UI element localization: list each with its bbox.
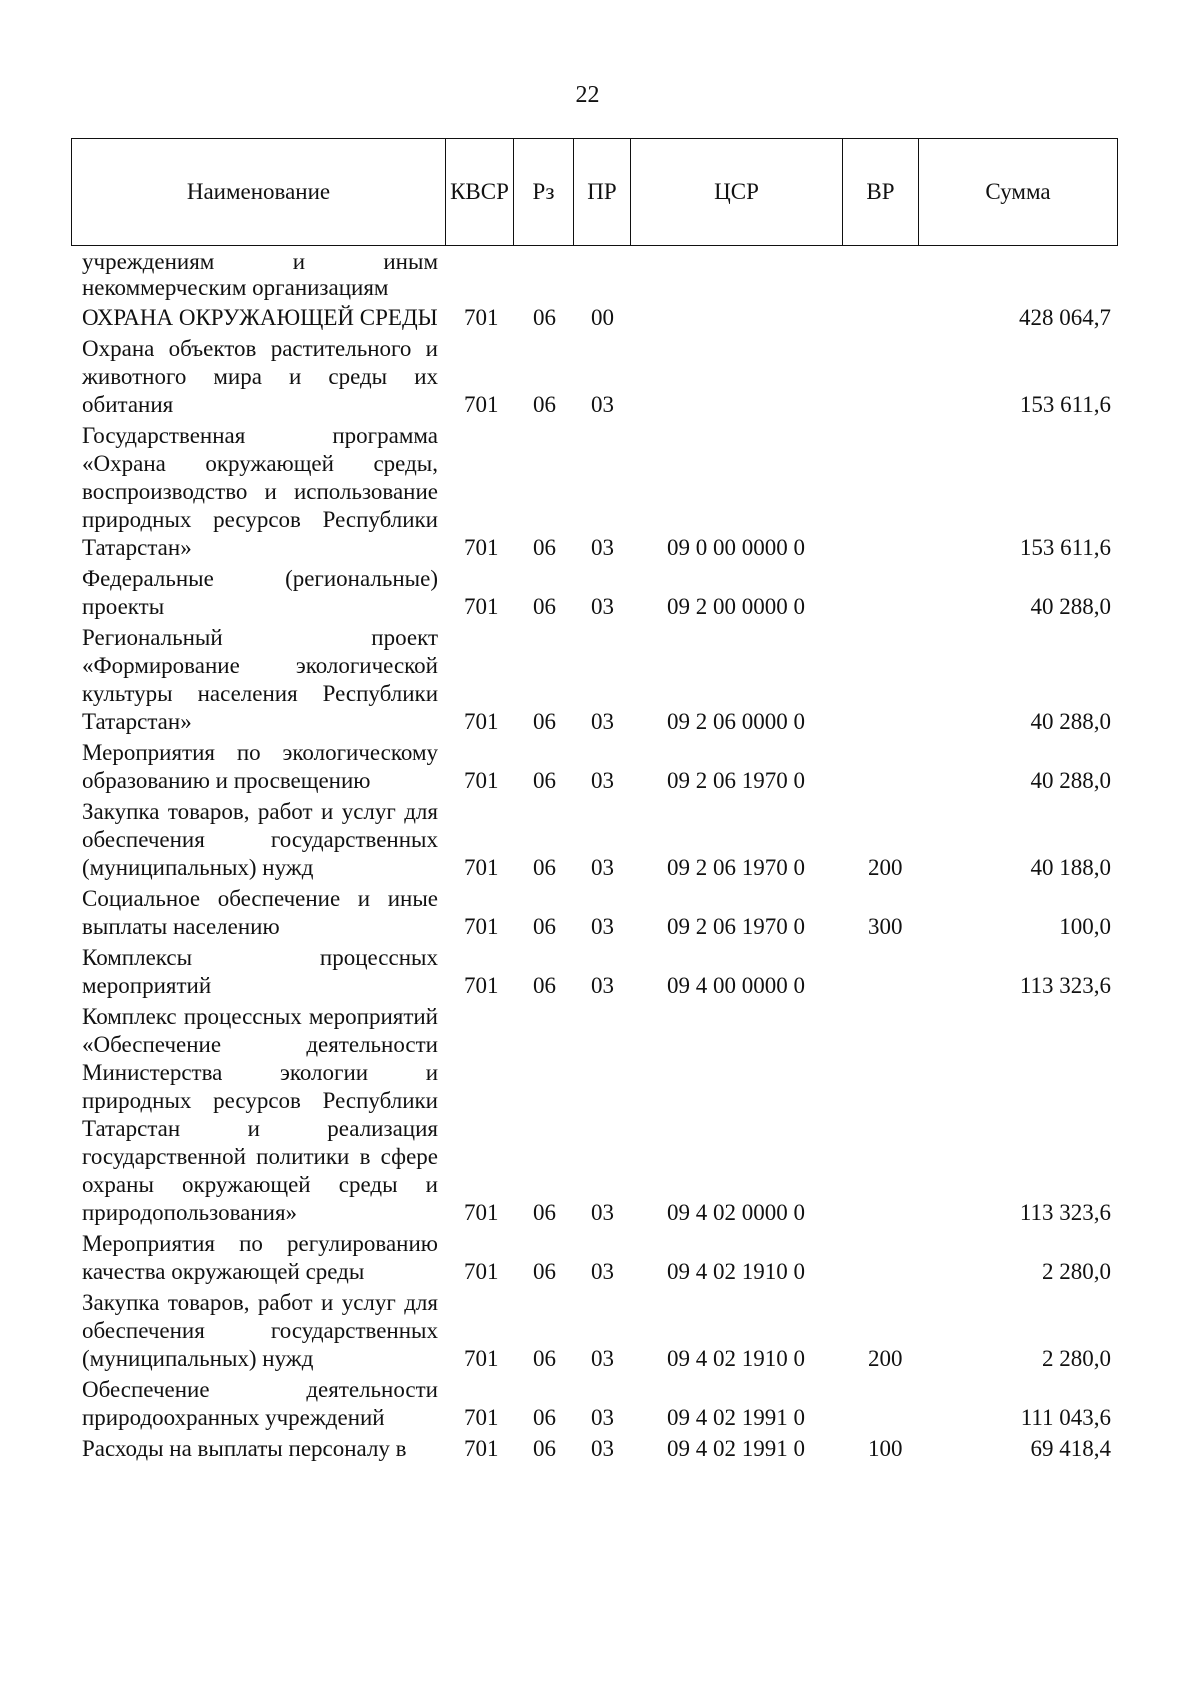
row-kvsr: 701 [464,1259,499,1284]
row-pr: 03 [591,1346,614,1371]
header-name: Наименование [72,139,446,245]
header-csr: ЦСР [631,139,843,245]
row-vr: 200 [868,1346,903,1371]
row-name: Государственная программа «Охрана окружающей среды, воспроизводство и использование природных ресурсов Республики Татарстан» [82,423,438,560]
row-kvsr: 701 [464,914,499,939]
row-rz: 06 [533,1346,556,1371]
row-rz: 06 [533,1436,556,1461]
row-vr: 200 [868,855,903,880]
table-row [0,798,1200,882]
table-row [0,335,1200,419]
table-row [0,1003,1200,1227]
row-pr: 03 [591,535,614,560]
row-csr: 09 4 02 0000 0 [667,1200,805,1225]
row-rz: 06 [533,305,556,330]
row-sum: 100,0 [1059,914,1111,939]
table-row [0,1376,1200,1432]
row-rz: 06 [533,1405,556,1430]
row-name: Мероприятия по регулированию качества окружающей среды [82,1231,438,1284]
row-name: Мероприятия по экологическому образованию и просвещению [82,740,438,793]
row-csr: 09 2 06 1970 0 [667,914,805,939]
row-rz: 06 [533,855,556,880]
row-rz: 06 [533,1200,556,1225]
row-kvsr: 701 [464,392,499,417]
row-sum: 69 418,4 [1030,1436,1111,1461]
table-row [0,565,1200,621]
row-pr: 03 [591,1200,614,1225]
row-rz: 06 [533,535,556,560]
table-body [0,249,1200,1466]
row-csr: 09 2 00 0000 0 [667,594,805,619]
table-row [0,422,1200,562]
row-name: Комплекс процессных мероприятий «Обеспечение деятельности Министерства экологии и природных ресурсов Республики Татарстан и реализация государственной политики в сфере охраны окружающей среды и природопользования» [82,1004,438,1225]
row-name: Обеспечение деятельности природоохранных учреждений [82,1377,438,1430]
row-sum: 40 188,0 [1030,855,1111,880]
row-vr: 100 [868,1436,903,1461]
row-rz: 06 [533,392,556,417]
row-name: Охрана объектов растительного и животного мира и среды их обитания [82,336,438,417]
row-sum: 40 288,0 [1030,709,1111,734]
row-csr: 09 2 06 0000 0 [667,709,805,734]
header-rz: Рз [514,139,574,245]
table-row [0,944,1200,1000]
page-number: 22 [575,82,600,108]
row-csr: 09 4 02 1991 0 [667,1405,805,1430]
row-sum: 113 323,6 [1019,973,1111,998]
row-kvsr: 701 [464,855,499,880]
row-rz: 06 [533,768,556,793]
table-row [0,885,1200,941]
row-sum: 2 280,0 [1042,1259,1111,1284]
row-rz: 06 [533,1259,556,1284]
row-kvsr: 701 [464,1200,499,1225]
table-header [71,138,1118,246]
row-csr: 09 2 06 1970 0 [667,855,805,880]
row-name: ОХРАНА ОКРУЖАЮЩЕЙ СРЕДЫ [82,305,438,330]
row-pr: 03 [591,768,614,793]
row-sum: 40 288,0 [1030,768,1111,793]
row-pr: 03 [591,1436,614,1461]
row-pr: 00 [591,305,614,330]
row-name: Социальное обеспечение и иные выплаты населению [82,886,438,939]
row-rz: 06 [533,709,556,734]
header-vr: ВР [843,139,919,245]
table-row [0,624,1200,736]
table-row [0,249,1200,301]
table-row [0,1289,1200,1373]
row-pr: 03 [591,1259,614,1284]
row-sum: 153 611,6 [1019,535,1111,560]
row-sum: 428 064,7 [1019,305,1111,330]
table-row [0,1435,1200,1463]
row-name: Закупка товаров, работ и услуг для обеспечения государственных (муниципальных) нужд [82,1290,438,1371]
row-sum: 111 043,6 [1020,1405,1111,1430]
row-pr: 03 [591,1405,614,1430]
row-pr: 03 [591,855,614,880]
row-rz: 06 [533,973,556,998]
row-pr: 03 [591,973,614,998]
row-vr: 300 [868,914,903,939]
row-kvsr: 701 [464,709,499,734]
row-csr: 09 4 02 1910 0 [667,1346,805,1371]
row-name: Расходы на выплаты персоналу в [82,1436,407,1461]
row-csr: 09 4 02 1910 0 [667,1259,805,1284]
row-sum: 153 611,6 [1019,392,1111,417]
row-csr: 09 4 02 1991 0 [667,1436,805,1461]
row-csr: 09 4 00 0000 0 [667,973,805,998]
row-kvsr: 701 [464,535,499,560]
row-sum: 40 288,0 [1030,594,1111,619]
row-kvsr: 701 [464,1405,499,1430]
table-row [0,303,1200,332]
row-name: Комплексы процессных мероприятий [82,945,438,998]
row-sum: 113 323,6 [1019,1200,1111,1225]
header-kvsr: КВСР [446,139,514,245]
row-pr: 03 [591,392,614,417]
row-name: Закупка товаров, работ и услуг для обеспечения государственных (муниципальных) нужд [82,799,438,880]
table-row [0,1230,1200,1286]
row-rz: 06 [533,594,556,619]
row-name: учреждениям и иным некоммерческим организациям [82,249,438,300]
row-pr: 03 [591,709,614,734]
table-row [0,739,1200,795]
row-name: Региональный проект «Формирование экологической культуры населения Республики Татарстан» [82,625,438,734]
row-pr: 03 [591,914,614,939]
row-sum: 2 280,0 [1042,1346,1111,1371]
row-kvsr: 701 [464,973,499,998]
row-kvsr: 701 [464,768,499,793]
header-pr: ПР [574,139,631,245]
row-pr: 03 [591,594,614,619]
row-name: Федеральные (региональные) проекты [82,566,438,619]
row-kvsr: 701 [464,305,499,330]
row-kvsr: 701 [464,1436,499,1461]
row-rz: 06 [533,914,556,939]
row-csr: 09 2 06 1970 0 [667,768,805,793]
row-kvsr: 701 [464,1346,499,1371]
row-kvsr: 701 [464,594,499,619]
row-csr: 09 0 00 0000 0 [667,535,805,560]
header-sum: Сумма [985,179,1051,204]
